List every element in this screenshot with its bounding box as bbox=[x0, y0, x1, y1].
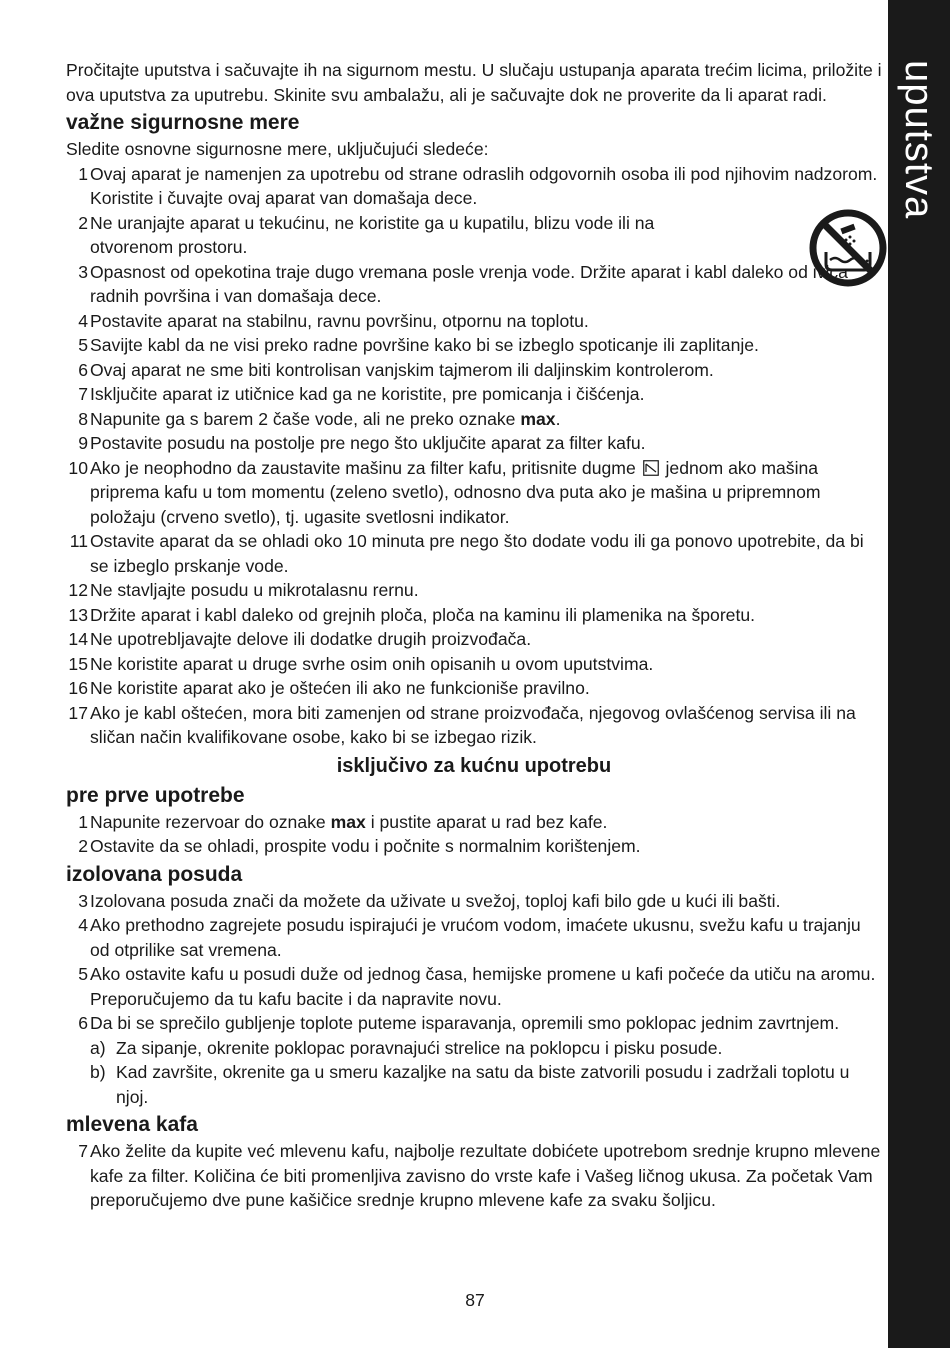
item-text: Savijte kabl da ne visi preko radne površine kako bi se izbeglo spoticanje ili zaplitanje. bbox=[90, 335, 759, 355]
item-text-part: Ako je neophodno da zaustavite mašinu za filter kafu, pritisnite dugme bbox=[90, 457, 641, 478]
item-text-part: . bbox=[555, 408, 561, 429]
item-number: 7 bbox=[78, 1141, 88, 1161]
item-number: 3 bbox=[78, 890, 88, 911]
item-number: 3 bbox=[78, 261, 88, 282]
list-item bbox=[66, 603, 882, 628]
item-number: 13 bbox=[68, 604, 88, 625]
item-number: 4 bbox=[78, 915, 88, 935]
item-number: 5 bbox=[78, 964, 88, 984]
item-number: 6 bbox=[78, 359, 88, 380]
sub-item-letter: a) bbox=[90, 1037, 106, 1058]
household-only-heading: isključivo za kućnu upotrebu bbox=[336, 754, 612, 777]
list-item bbox=[66, 962, 882, 1011]
item-number: 5 bbox=[78, 335, 88, 355]
sub-item-letter: b) bbox=[90, 1062, 106, 1082]
item-text: Ne koristite aparat u druge svrhe osim onih opisanih u ovom uputstvima. bbox=[90, 653, 654, 674]
sub-list-item bbox=[90, 1036, 882, 1061]
item-text: Postavite posudu na postolje pre nego što uključite aparat za filter kafu. bbox=[90, 433, 646, 453]
item-number: 9 bbox=[78, 433, 88, 453]
list-item bbox=[66, 333, 882, 358]
stop-button-icon bbox=[643, 460, 659, 476]
list-item bbox=[66, 431, 882, 456]
page-number: 87 bbox=[465, 1290, 485, 1310]
item-number: 8 bbox=[78, 408, 88, 429]
item-text: Opasnost od opekotina traje dugo vremana posle vrenja vode. Držite aparat i kabl daleko od ivica radnih površina i van domašaja dece. bbox=[90, 261, 848, 306]
item-text: Ako prethodno zagrejete posudu ispirajući je vrućom vodom, imaćete ukusnu, svežu kafu u trajanju od otprilike sat vremena. bbox=[90, 915, 861, 960]
list-item bbox=[66, 211, 882, 260]
section-heading-safety: važne sigurnosne mere bbox=[66, 111, 300, 134]
item-text: Isključite aparat iz utičnice kad ga ne koristite, pre pomicanja i čišćenja. bbox=[90, 384, 645, 404]
item-number: 12 bbox=[68, 580, 88, 600]
list-item bbox=[66, 162, 882, 211]
list-item bbox=[66, 652, 882, 677]
item-text: Ne upotrebljavajte delove ili dodatke drugih proizvođača. bbox=[90, 629, 532, 649]
list-item bbox=[66, 627, 882, 652]
list-item bbox=[66, 578, 882, 603]
max-mark: max bbox=[520, 408, 556, 429]
item-number: 17 bbox=[68, 702, 88, 723]
item-text: Da bi se sprečilo gubljenje toplote puteme isparavanja, opremili smo poklopac jednim zavrtnjem. bbox=[90, 1013, 840, 1033]
item-number: 16 bbox=[68, 678, 88, 698]
list-item bbox=[66, 676, 882, 701]
item-text: Ako želite da kupite već mlevenu kafu, najbolje rezultate dobićete upotrebom srednje krupno mlevene kafe za filter. Količina će biti promenljiva zavisno do vrste kafe i Vašeg ličnog ukusa. Za početak Vam preporučujemo dve pune kašičice srednje krupno mlevene kafe za svaku šoljicu. bbox=[90, 1141, 881, 1210]
list-item bbox=[66, 382, 882, 407]
list-item bbox=[66, 701, 882, 750]
side-tab-label: uputstva bbox=[897, 60, 941, 220]
section-heading-before-first-use: pre prve upotrebe bbox=[66, 783, 245, 807]
list-item bbox=[66, 1139, 882, 1213]
item-number: 1 bbox=[78, 163, 88, 184]
list-item bbox=[66, 913, 882, 962]
list-item bbox=[66, 889, 882, 914]
side-tab bbox=[888, 0, 950, 1348]
item-number: 11 bbox=[69, 531, 88, 551]
sub-item-text: Kad završite, okrenite ga u smeru kazaljke na satu da biste zatvorili posudu i zadržali toplotu u njoj. bbox=[116, 1062, 850, 1107]
item-text-part: jednom ako mašina priprema kafu u tom momentu (zeleno svetlo), odnosno dva puta ako je mašina u pripremnom položaju (crveno svetlo), tj. ugasite svetlosni indikator. bbox=[90, 457, 821, 527]
item-text-part: Napunite rezervoar do oznake bbox=[90, 811, 331, 832]
item-text: Postavite aparat na stabilnu, ravnu površinu, otpornu na toplotu. bbox=[90, 310, 589, 331]
item-text: Držite aparat i kabl daleko od grejnih ploča, ploča na kaminu ili plamenika na šporetu. bbox=[90, 604, 756, 625]
item-number: 15 bbox=[68, 653, 88, 674]
item-text: Izolovana posuda znači da možete da uživate u svežoj, toploj kafi bilo gde u kući ili bašti. bbox=[90, 890, 781, 911]
item-text: Ne koristite aparat ako je oštećen ili ako ne funkcioniše pravilno. bbox=[90, 678, 590, 698]
list-item bbox=[66, 309, 882, 334]
item-number: 4 bbox=[78, 310, 88, 331]
list-item bbox=[66, 529, 882, 578]
document-body bbox=[66, 58, 882, 1213]
item-number: 2 bbox=[78, 212, 88, 233]
intro-paragraph: Pročitajte uputstva i sačuvajte ih na sigurnom mestu. U slučaju ustupanja aparata trećim licima, priložite i ova uputstva za uputrebu. Skinite svu ambalažu, ali je sačuvajte dok ne proverite da li aparat radi. bbox=[66, 60, 882, 105]
sub-item-text: Za sipanje, okrenite poklopac poravnajući strelice na poklopcu i pisku posude. bbox=[116, 1037, 723, 1058]
safety-lead: Sledite osnovne sigurnosne mere, uključujući sledeće: bbox=[66, 139, 489, 159]
section-heading-ground-coffee: mlevena kafa bbox=[66, 1113, 198, 1136]
list-item bbox=[66, 456, 882, 530]
list-item bbox=[66, 358, 882, 383]
max-mark: max bbox=[330, 811, 366, 832]
item-text: Ostavite aparat da se ohladi oko 10 minuta pre nego što dodate vodu ili ga ponovo upotrebite, da bi se izbeglo prskanje vode. bbox=[90, 531, 864, 576]
item-text: Ne uranjajte aparat u tekućinu, ne koristite ga u kupatilu, blizu vode ili na otvorenom prostoru. bbox=[90, 212, 655, 257]
item-number: 1 bbox=[78, 811, 88, 832]
item-number: 6 bbox=[78, 1013, 88, 1033]
list-item bbox=[66, 1011, 882, 1036]
item-text-part: Napunite ga s barem 2 čaše vode, ali ne preko oznake bbox=[90, 408, 521, 429]
sub-list-item bbox=[90, 1060, 882, 1109]
list-item bbox=[66, 810, 882, 835]
item-text bbox=[90, 407, 882, 432]
list-item bbox=[66, 260, 882, 309]
list-item bbox=[66, 407, 882, 432]
item-text bbox=[90, 810, 882, 835]
item-text: Ovaj aparat je namenjen za upotrebu od strane odraslih odgovornih osoba ili pod njihovim nadzorom. Koristite i čuvajte ovaj aparat van domašaja dece. bbox=[90, 163, 878, 208]
item-number: 14 bbox=[68, 629, 88, 649]
section-heading-insulated-jug: izolovana posuda bbox=[66, 862, 243, 886]
item-text-part: i pustite aparat u rad bez kafe. bbox=[365, 811, 608, 832]
item-text: Ovaj aparat ne sme biti kontrolisan vanjskim tajmerom ili daljinskim kontrolerom. bbox=[90, 359, 714, 380]
item-text: Ako je kabl oštećen, mora biti zamenjen od strane proizvođača, njegovog ovlašćenog servisa ili na sličan način kvalifikovane osobe, kako bi se izbegao rizik. bbox=[90, 702, 856, 747]
item-text: Ostavite da se ohladi, prospite vodu i počnite s normalnim korištenjem. bbox=[90, 836, 641, 856]
item-text: Ne stavljajte posudu u mikrotalasnu rernu. bbox=[90, 580, 419, 600]
list-item bbox=[66, 834, 882, 859]
item-text: Ako ostavite kafu u posudi duže od jednog časa, hemijske promene u kafi počeće da utiču na aromu. Preporučujemo da tu kafu bacite i da napravite novu. bbox=[90, 964, 876, 1009]
item-number: 2 bbox=[78, 836, 88, 856]
item-number: 7 bbox=[78, 384, 88, 404]
item-text bbox=[90, 456, 882, 530]
item-number: 10 bbox=[68, 457, 88, 478]
